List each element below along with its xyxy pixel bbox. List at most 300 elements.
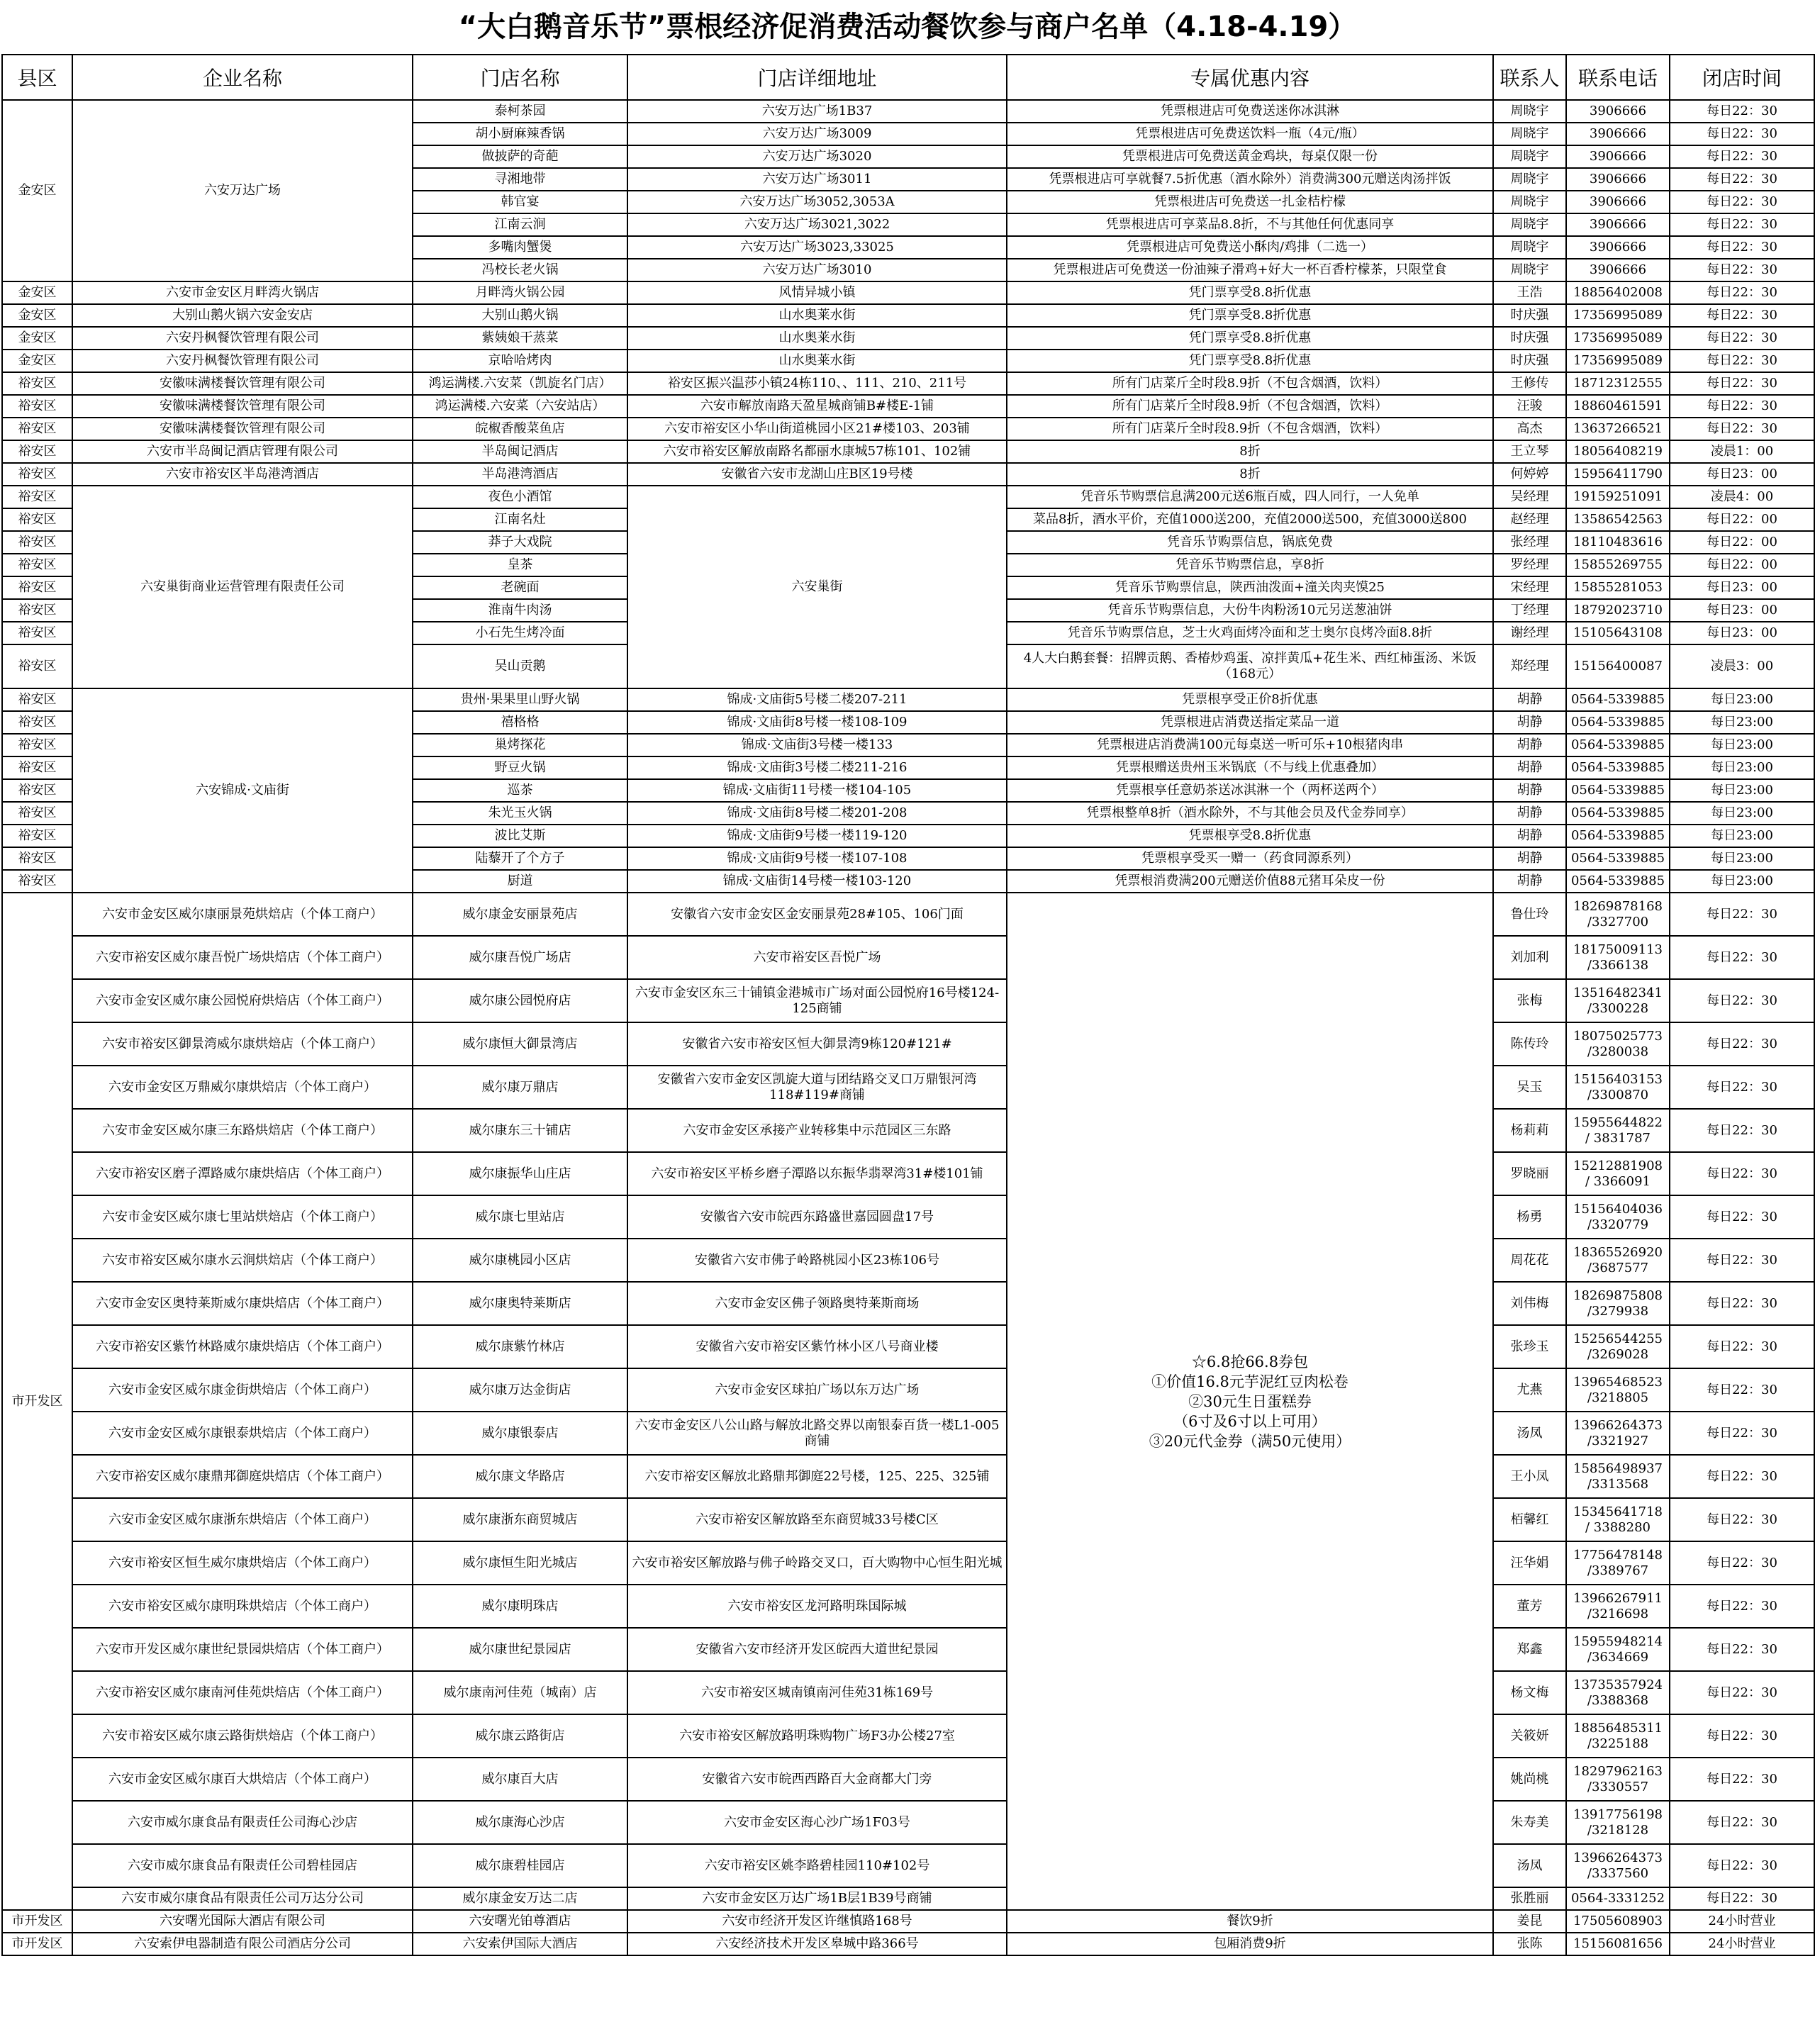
- table-row: [2, 1109, 1814, 1152]
- company-cell: 大别山鹅火锅六安金安店: [72, 304, 413, 327]
- discount-cell: 凭音乐节购票信息，享8折: [1007, 554, 1493, 576]
- store-cell: 韩官宴: [413, 191, 627, 213]
- district-cell: 裕安区: [2, 711, 72, 734]
- closing-time-cell: 每日22：30: [1670, 213, 1814, 236]
- mobile-number: 15156403153: [1573, 1071, 1663, 1087]
- store-cell: 威尔康东三十铺店: [413, 1109, 627, 1152]
- company-cell: 六安市裕安区威尔康云路街烘焙店（个体工商户）: [72, 1714, 413, 1758]
- store-cell: 威尔康紫竹林店: [413, 1325, 627, 1368]
- landline-number: /3366138: [1587, 957, 1649, 973]
- discount-line: ①价值16.8元芋泥红豆肉松卷: [1151, 1373, 1348, 1390]
- closing-time-cell: 每日22：00: [1670, 531, 1814, 554]
- store-cell: 皖椒香酸菜鱼店: [413, 418, 627, 440]
- table-row: [2, 893, 1814, 936]
- mobile-number: 18175009113: [1573, 942, 1663, 957]
- table-body: [2, 100, 1814, 1955]
- company-cell: 六安市金安区威尔康丽景苑烘焙店（个体工商户）: [72, 893, 413, 936]
- phone-cell: 0564-5339885: [1566, 825, 1670, 847]
- closing-time-cell: 每日23：00: [1670, 463, 1814, 486]
- store-cell: 威尔康南河佳苑（城南）店: [413, 1671, 627, 1714]
- mobile-number: 13965468523: [1573, 1374, 1663, 1390]
- mobile-number: 0564-3331252: [1570, 1891, 1665, 1906]
- landline-number: /3337560: [1587, 1865, 1649, 1881]
- closing-time-cell: 每日22：30: [1670, 236, 1814, 259]
- contact-cell: 汪骏: [1493, 395, 1566, 418]
- store-cell: 威尔康金安万达二店: [413, 1887, 627, 1910]
- header-contact: 联系人: [1493, 55, 1566, 100]
- landline-number: /3216698: [1587, 1606, 1649, 1621]
- landline-number: /3300870: [1587, 1087, 1649, 1102]
- contact-cell: 郑经理: [1493, 644, 1566, 688]
- mobile-number: 15256544255: [1573, 1331, 1663, 1346]
- district-cell: 裕安区: [2, 825, 72, 847]
- phone-cell: 18792023710: [1566, 599, 1670, 622]
- discount-cell: 凭票根享受8.8折优惠: [1007, 825, 1493, 847]
- company-cell: 六安锦成·文庙街: [72, 688, 413, 893]
- store-cell: 月畔湾火锅公园: [413, 281, 627, 304]
- store-cell: 皇茶: [413, 554, 627, 576]
- district-cell: 裕安区: [2, 644, 72, 688]
- landline-number: / 3388280: [1585, 1519, 1651, 1535]
- address-cell: 六安巢街: [627, 486, 1007, 688]
- mobile-number: 13966264373: [1573, 1417, 1663, 1433]
- landline-number: /3330557: [1587, 1779, 1649, 1794]
- contact-cell: 姚尚桃: [1493, 1758, 1566, 1801]
- store-cell: 厨道: [413, 870, 627, 893]
- landline-number: /3279938: [1587, 1303, 1649, 1319]
- address-cell: 锦成·文庙街8号楼二楼201-208: [627, 802, 1007, 825]
- discount-cell: 凭门票享受8.8折优惠: [1007, 304, 1493, 327]
- address-cell: 安徽省六安市佛子岭路桃园小区23栋106号: [627, 1239, 1007, 1282]
- closing-time-cell: 每日22：30: [1670, 1412, 1814, 1455]
- phone-cell: 3906666: [1566, 168, 1670, 191]
- phone-cell: 15105643108: [1566, 622, 1670, 644]
- closing-time-cell: 每日22：30: [1670, 1109, 1814, 1152]
- table-row: [2, 1066, 1814, 1109]
- closing-time-cell: 每日22：30: [1670, 1368, 1814, 1412]
- phone-cell: [1566, 1455, 1670, 1498]
- phone-cell: 0564-5339885: [1566, 734, 1670, 756]
- store-cell: 紫姨娘干蒸菜: [413, 327, 627, 350]
- phone-cell: [1566, 1844, 1670, 1887]
- address-cell: 六安万达广场3009: [627, 123, 1007, 145]
- company-cell: 六安市金安区月畔湾火锅店: [72, 281, 413, 304]
- landline-number: /3269028: [1587, 1346, 1649, 1362]
- company-cell: 六安市金安区威尔康银泰烘焙店（个体工商户）: [72, 1412, 413, 1455]
- contact-cell: 周晓宇: [1493, 100, 1566, 123]
- company-cell: 六安市开发区威尔康世纪景园烘焙店（个体工商户）: [72, 1628, 413, 1671]
- store-cell: 威尔康世纪景园店: [413, 1628, 627, 1671]
- contact-cell: 时庆强: [1493, 327, 1566, 350]
- contact-cell: 何婷婷: [1493, 463, 1566, 486]
- address-cell: 安徽省六安市金安区金安丽景苑28#105、106门面: [627, 893, 1007, 936]
- store-cell: 寻湘地带: [413, 168, 627, 191]
- discount-cell: 凭票根进店可免费送一份油辣子滑鸡+好大一杯百香柠檬茶，只限堂食: [1007, 259, 1493, 281]
- company-cell: 六安市金安区威尔康三东路烘焙店（个体工商户）: [72, 1109, 413, 1152]
- address-cell: 六安市金安区球拍广场以东万达广场: [627, 1368, 1007, 1412]
- district-cell: 裕安区: [2, 870, 72, 893]
- closing-time-cell: 每日23:00: [1670, 847, 1814, 870]
- store-cell: 朱光玉火锅: [413, 802, 627, 825]
- store-cell: 江南云涧: [413, 213, 627, 236]
- discount-cell: 餐饮9折: [1007, 1910, 1493, 1933]
- closing-time-cell: 每日22：30: [1670, 100, 1814, 123]
- company-cell: 六安市裕安区御景湾威尔康烘焙店（个体工商户）: [72, 1022, 413, 1066]
- district-cell: 裕安区: [2, 418, 72, 440]
- district-cell: 裕安区: [2, 554, 72, 576]
- contact-cell: 胡静: [1493, 802, 1566, 825]
- phone-cell: [1566, 1541, 1670, 1585]
- district-cell: 裕安区: [2, 508, 72, 531]
- store-cell: 淮南牛肉汤: [413, 599, 627, 622]
- phone-cell: [1566, 1498, 1670, 1541]
- discount-cell: 凭门票享受8.8折优惠: [1007, 281, 1493, 304]
- closing-time-cell: 每日22：30: [1670, 123, 1814, 145]
- store-cell: 威尔康振华山庄店: [413, 1152, 627, 1195]
- discount-line: ③20元代金券（满50元使用）: [1149, 1432, 1351, 1450]
- mobile-number: 18075025773: [1573, 1028, 1663, 1044]
- phone-cell: [1566, 1152, 1670, 1195]
- discount-cell: 凭票根进店可享菜品8.8折，不与其他任何优惠同享: [1007, 213, 1493, 236]
- mobile-number: 15856498937: [1573, 1461, 1663, 1476]
- discount-cell: 8折: [1007, 440, 1493, 463]
- closing-time-cell: 每日23:00: [1670, 734, 1814, 756]
- closing-time-cell: 每日23:00: [1670, 802, 1814, 825]
- company-cell: 六安市威尔康食品有限责任公司碧桂园店: [72, 1844, 413, 1887]
- closing-time-cell: 每日22：30: [1670, 1714, 1814, 1758]
- address-cell: 风情异城小镇: [627, 281, 1007, 304]
- address-cell: 安徽省六安市龙湖山庄B区19号楼: [627, 463, 1007, 486]
- closing-time-cell: 每日23:00: [1670, 870, 1814, 893]
- phone-cell: 0564-5339885: [1566, 802, 1670, 825]
- contact-cell: 刘伟梅: [1493, 1282, 1566, 1325]
- phone-cell: 15956411790: [1566, 463, 1670, 486]
- address-cell: 六安市经济开发区许继慎路168号: [627, 1910, 1007, 1933]
- closing-time-cell: 每日22：30: [1670, 1887, 1814, 1910]
- phone-cell: 0564-5339885: [1566, 847, 1670, 870]
- store-cell: 威尔康七里站店: [413, 1195, 627, 1239]
- discount-line: ☆6.8抢66.8券包: [1191, 1353, 1309, 1370]
- phone-cell: 18110483616: [1566, 531, 1670, 554]
- contact-cell: 胡静: [1493, 688, 1566, 711]
- contact-cell: 高杰: [1493, 418, 1566, 440]
- phone-cell: 18860461591: [1566, 395, 1670, 418]
- discount-cell: 菜品8折，酒水平价，充值1000送200，充值2000送500，充值3000送800: [1007, 508, 1493, 531]
- closing-time-cell: 每日22：30: [1670, 145, 1814, 168]
- contact-cell: 张经理: [1493, 531, 1566, 554]
- district-cell: 裕安区: [2, 372, 72, 395]
- address-cell: 六安市金安区万达广场1B层1B39号商铺: [627, 1887, 1007, 1910]
- store-cell: 老碗面: [413, 576, 627, 599]
- store-cell: 六安索伊国际大酒店: [413, 1933, 627, 1955]
- phone-cell: 15855281053: [1566, 576, 1670, 599]
- contact-cell: 周晓宇: [1493, 123, 1566, 145]
- phone-cell: [1566, 936, 1670, 979]
- company-cell: 六安丹枫餐饮管理有限公司: [72, 327, 413, 350]
- district-cell: 裕安区: [2, 440, 72, 463]
- company-cell: 六安市金安区万鼎威尔康烘焙店（个体工商户）: [72, 1066, 413, 1109]
- company-cell: 六安巢街商业运营管理有限责任公司: [72, 486, 413, 688]
- phone-cell: [1566, 1066, 1670, 1109]
- mobile-number: 18297962163: [1573, 1763, 1663, 1779]
- header-row: [2, 55, 1814, 100]
- closing-time-cell: 每日22：30: [1670, 372, 1814, 395]
- phone-cell: 3906666: [1566, 259, 1670, 281]
- store-cell: 半岛闽记酒店: [413, 440, 627, 463]
- mobile-number: 15212881908: [1573, 1158, 1663, 1173]
- store-cell: 贵州·果果里山野火锅: [413, 688, 627, 711]
- table-row: [2, 1541, 1814, 1585]
- district-cell: 金安区: [2, 304, 72, 327]
- contact-cell: 周晓宇: [1493, 191, 1566, 213]
- contact-cell: 谢经理: [1493, 622, 1566, 644]
- store-cell: 巡茶: [413, 779, 627, 802]
- address-cell: 锦成·文庙街3号楼一楼133: [627, 734, 1007, 756]
- mobile-number: 17756478148: [1573, 1547, 1663, 1563]
- contact-cell: 杨莉莉: [1493, 1109, 1566, 1152]
- district-cell: 裕安区: [2, 463, 72, 486]
- contact-cell: 罗晓丽: [1493, 1152, 1566, 1195]
- table-row: [2, 100, 1814, 123]
- contact-cell: 胡静: [1493, 825, 1566, 847]
- discount-cell: 4人大白鹅套餐：招牌贡鹅、香椿炒鸡蛋、凉拌黄瓜+花生米、西红柿蛋汤、米饭（168元）: [1007, 644, 1493, 688]
- table-row: [2, 304, 1814, 327]
- table-row: [2, 1325, 1814, 1368]
- table-row: [2, 1887, 1814, 1910]
- address-cell: 锦成·文庙街9号楼一楼119-120: [627, 825, 1007, 847]
- address-cell: 六安市裕安区解放南路名都丽水康城57栋101、102铺: [627, 440, 1007, 463]
- table-row: [2, 372, 1814, 395]
- landline-number: /3388368: [1587, 1692, 1649, 1708]
- closing-time-cell: 每日23:00: [1670, 779, 1814, 802]
- discount-cell: 凭票根进店消费送指定菜品一道: [1007, 711, 1493, 734]
- closing-time-cell: 每日22：30: [1670, 1801, 1814, 1844]
- discount-cell: 凭音乐节购票信息，陕西油泼面+潼关肉夹馍25: [1007, 576, 1493, 599]
- contact-cell: 时庆强: [1493, 350, 1566, 372]
- header-district: 县区: [2, 55, 72, 100]
- company-cell: 六安市裕安区恒生威尔康烘焙店（个体工商户）: [72, 1541, 413, 1585]
- header-closing-time: 闭店时间: [1670, 55, 1814, 100]
- contact-cell: 王修传: [1493, 372, 1566, 395]
- discount-cell: 凭票根进店可免费送迷你冰淇淋: [1007, 100, 1493, 123]
- store-cell: 威尔康文华路店: [413, 1455, 627, 1498]
- closing-time-cell: 每日23:00: [1670, 711, 1814, 734]
- store-cell: 威尔康奥特莱斯店: [413, 1282, 627, 1325]
- closing-time-cell: 每日22：30: [1670, 395, 1814, 418]
- store-cell: 大别山鹅火锅: [413, 304, 627, 327]
- store-cell: 做披萨的奇葩: [413, 145, 627, 168]
- phone-cell: [1566, 1022, 1670, 1066]
- company-cell: 安徽味满楼餐饮管理有限公司: [72, 418, 413, 440]
- address-cell: 六安市金安区佛子领路奥特莱斯商场: [627, 1282, 1007, 1325]
- discount-cell: 所有门店菜斤全时段8.9折（不包含烟酒，饮料）: [1007, 418, 1493, 440]
- contact-cell: 张珍玉: [1493, 1325, 1566, 1368]
- phone-cell: 19159251091: [1566, 486, 1670, 508]
- table-row: [2, 1022, 1814, 1066]
- contact-cell: 时庆强: [1493, 304, 1566, 327]
- district-cell: 裕安区: [2, 756, 72, 779]
- phone-cell: 15156400087: [1566, 644, 1670, 688]
- closing-time-cell: 每日22：30: [1670, 1325, 1814, 1368]
- district-cell: 裕安区: [2, 688, 72, 711]
- phone-cell: [1566, 1887, 1670, 1910]
- discount-cell: 8折: [1007, 463, 1493, 486]
- company-cell: 六安市金安区威尔康公园悦府烘焙店（个体工商户）: [72, 979, 413, 1022]
- mobile-number: 13966267911: [1573, 1590, 1663, 1606]
- contact-cell: 郑鑫: [1493, 1628, 1566, 1671]
- closing-time-cell: 每日23：00: [1670, 622, 1814, 644]
- closing-time-cell: 每日22：30: [1670, 1152, 1814, 1195]
- company-cell: 六安市裕安区威尔康水云涧烘焙店（个体工商户）: [72, 1239, 413, 1282]
- landline-number: /3389767: [1587, 1563, 1649, 1578]
- closing-time-cell: 每日22：30: [1670, 1671, 1814, 1714]
- company-cell: 六安丹枫餐饮管理有限公司: [72, 350, 413, 372]
- contact-cell: 宋经理: [1493, 576, 1566, 599]
- closing-time-cell: 每日22：30: [1670, 1022, 1814, 1066]
- address-cell: 安徽省六安市经济开发区皖西大道世纪景园: [627, 1628, 1007, 1671]
- table-row: [2, 1671, 1814, 1714]
- table-row: [2, 418, 1814, 440]
- address-cell: 安徽省六安市裕安区恒大御景湾9栋120#121#: [627, 1022, 1007, 1066]
- company-cell: 六安市裕安区威尔康明珠烘焙店（个体工商户）: [72, 1585, 413, 1628]
- contact-cell: 杨勇: [1493, 1195, 1566, 1239]
- table-row: [2, 1628, 1814, 1671]
- company-cell: 六安市裕安区威尔康鼎邦御庭烘焙店（个体工商户）: [72, 1455, 413, 1498]
- landline-number: / 3831787: [1585, 1130, 1651, 1146]
- closing-time-cell: 每日23:00: [1670, 688, 1814, 711]
- discount-cell: 凭票根进店消费满100元每桌送一听可乐+10根猪肉串: [1007, 734, 1493, 756]
- phone-cell: 3906666: [1566, 191, 1670, 213]
- contact-cell: 汪华娟: [1493, 1541, 1566, 1585]
- district-cell: 裕安区: [2, 622, 72, 644]
- phone-cell: [1566, 1585, 1670, 1628]
- discount-cell: 凭音乐节购票信息，大份牛肉粉汤10元另送葱油饼: [1007, 599, 1493, 622]
- contact-cell: 王小凤: [1493, 1455, 1566, 1498]
- company-cell: 六安市金安区威尔康浙东烘焙店（个体工商户）: [72, 1498, 413, 1541]
- address-cell: 山水奥莱水街: [627, 304, 1007, 327]
- header-phone: 联系电话: [1566, 55, 1670, 100]
- address-cell: 山水奥莱水街: [627, 327, 1007, 350]
- closing-time-cell: 每日22：30: [1670, 281, 1814, 304]
- contact-cell: 朱寿美: [1493, 1801, 1566, 1844]
- store-cell: 冯校长老火锅: [413, 259, 627, 281]
- contact-cell: 周晓宇: [1493, 213, 1566, 236]
- contact-cell: 丁经理: [1493, 599, 1566, 622]
- landline-number: /3225188: [1587, 1736, 1649, 1751]
- phone-cell: [1566, 1239, 1670, 1282]
- address-cell: 六安市金安区东三十铺镇金港城市广场对面公园悦府16号楼124-125商铺: [627, 979, 1007, 1022]
- contact-cell: 杨文梅: [1493, 1671, 1566, 1714]
- contact-cell: 胡静: [1493, 779, 1566, 802]
- closing-time-cell: 每日22：30: [1670, 1455, 1814, 1498]
- company-cell: 六安曙光国际大酒店有限公司: [72, 1910, 413, 1933]
- address-cell: 六安万达广场3010: [627, 259, 1007, 281]
- store-cell: 六安曙光铂尊酒店: [413, 1910, 627, 1933]
- closing-time-cell: 每日22：30: [1670, 1585, 1814, 1628]
- store-cell: 威尔康桃园小区店: [413, 1239, 627, 1282]
- address-cell: 山水奥莱水街: [627, 350, 1007, 372]
- address-cell: 六安万达广场3011: [627, 168, 1007, 191]
- closing-time-cell: 每日22：30: [1670, 259, 1814, 281]
- header-address: 门店详细地址: [627, 55, 1007, 100]
- page-title: “大白鹅音乐节”票根经济促消费活动餐饮参与商户名单（4.18-4.19）: [458, 11, 1357, 43]
- table-row: [2, 1585, 1814, 1628]
- phone-cell: [1566, 1628, 1670, 1671]
- contact-cell: 汤凤: [1493, 1844, 1566, 1887]
- mobile-number: 15955948214: [1573, 1633, 1663, 1649]
- district-cell: 市开发区: [2, 1933, 72, 1955]
- landline-number: /3321927: [1587, 1433, 1649, 1448]
- address-cell: 六安万达广场3020: [627, 145, 1007, 168]
- store-cell: 吴山贡鹅: [413, 644, 627, 688]
- phone-cell: 17356995089: [1566, 350, 1670, 372]
- contact-cell: 关筱妍: [1493, 1714, 1566, 1758]
- discount-line: ②30元生日蛋糕券: [1188, 1392, 1312, 1410]
- company-cell: 六安万达广场: [72, 100, 413, 281]
- district-cell: 裕安区: [2, 576, 72, 599]
- store-cell: 江南名灶: [413, 508, 627, 531]
- landline-number: /3218128: [1587, 1822, 1649, 1838]
- discount-cell: 凭票根进店可免费送黄金鸡块，每桌仅限一份: [1007, 145, 1493, 168]
- closing-time-cell: 每日22：30: [1670, 979, 1814, 1022]
- closing-time-cell: 每日22：30: [1670, 1195, 1814, 1239]
- contact-cell: 赵经理: [1493, 508, 1566, 531]
- closing-time-cell: 每日22：30: [1670, 350, 1814, 372]
- table-row: [2, 1152, 1814, 1195]
- district-cell: 金安区: [2, 100, 72, 281]
- discount-line: （6寸及6寸以上可用）: [1173, 1412, 1327, 1430]
- contact-cell: 周晓宇: [1493, 236, 1566, 259]
- store-cell: 鸿运满楼.六安菜（凯旋名门店）: [413, 372, 627, 395]
- table-row: [2, 486, 1814, 508]
- contact-cell: 罗经理: [1493, 554, 1566, 576]
- closing-time-cell: 每日23:00: [1670, 756, 1814, 779]
- district-cell: 裕安区: [2, 847, 72, 870]
- phone-cell: 17356995089: [1566, 304, 1670, 327]
- phone-cell: 17356995089: [1566, 327, 1670, 350]
- mobile-number: 15345641718: [1573, 1504, 1663, 1519]
- discount-cell: 凭票根进店可免费送一扎金桔柠檬: [1007, 191, 1493, 213]
- contact-cell: 汤凤: [1493, 1412, 1566, 1455]
- company-cell: 安徽味满楼餐饮管理有限公司: [72, 372, 413, 395]
- contact-cell: 胡静: [1493, 734, 1566, 756]
- company-cell: 安徽味满楼餐饮管理有限公司: [72, 395, 413, 418]
- table-row: [2, 1910, 1814, 1933]
- phone-cell: [1566, 1714, 1670, 1758]
- closing-time-cell: 每日22：30: [1670, 893, 1814, 936]
- contact-cell: 胡静: [1493, 847, 1566, 870]
- contact-cell: 张陈: [1493, 1933, 1566, 1955]
- district-cell: 金安区: [2, 281, 72, 304]
- store-cell: 威尔康碧桂园店: [413, 1844, 627, 1887]
- address-cell: 六安市解放南路天盈星城商铺B#楼E-1铺: [627, 395, 1007, 418]
- phone-cell: [1566, 1801, 1670, 1844]
- contact-cell: 周晓宇: [1493, 259, 1566, 281]
- company-cell: 六安市金安区奥特莱斯威尔康烘焙店（个体工商户）: [72, 1282, 413, 1325]
- address-cell: 六安市金安区八公山路与解放北路交界以南银泰百货一楼L1-005商铺: [627, 1412, 1007, 1455]
- header-discount: 专属优惠内容: [1007, 55, 1493, 100]
- address-cell: 六安市裕安区龙河路明珠国际城: [627, 1585, 1007, 1628]
- closing-time-cell: 每日22：30: [1670, 1758, 1814, 1801]
- contact-cell: 王浩: [1493, 281, 1566, 304]
- closing-time-cell: 每日22：30: [1670, 1066, 1814, 1109]
- mobile-number: 18269878168: [1573, 898, 1663, 914]
- address-cell: 锦成·文庙街9号楼一楼107-108: [627, 847, 1007, 870]
- mobile-number: 15955644822: [1573, 1115, 1663, 1130]
- closing-time-cell: 每日22：30: [1670, 1282, 1814, 1325]
- store-cell: 威尔康海心沙店: [413, 1801, 627, 1844]
- district-cell: 市开发区: [2, 893, 72, 1910]
